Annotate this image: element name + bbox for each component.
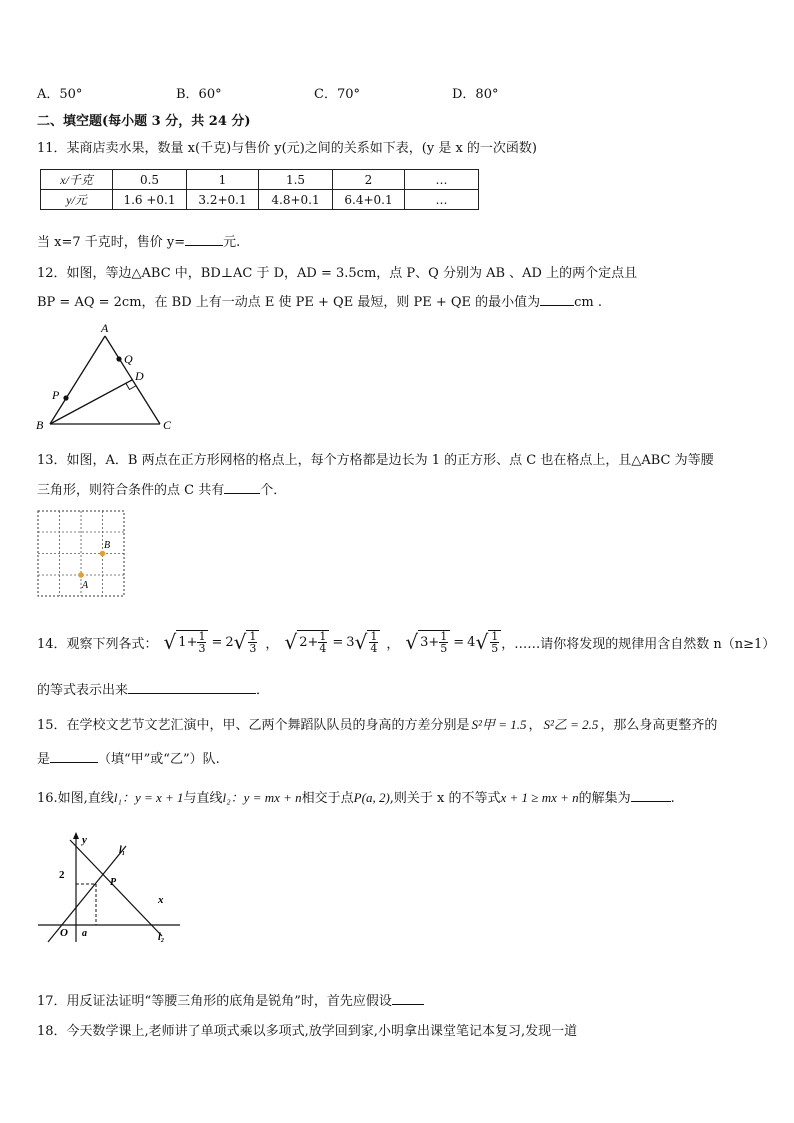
q15-text-b: ，那么身高更整齐的 (600, 718, 718, 733)
label-a: A (82, 580, 89, 591)
q12-triangle-figure (30, 318, 190, 436)
q14-prefix: 14．观察下列各式： (37, 636, 158, 652)
q14-line2-suffix: ． (256, 683, 270, 698)
q17-text: 17．用反证法证明“等腰三角形的底角是锐角”时，首先应假设 (37, 994, 392, 1009)
label-b: B (36, 418, 44, 432)
q15-variance-jia: S²甲 = 1.5 (471, 717, 527, 732)
q14-expr-2: √ 2+ $\frac{1}{4}$ = 3 √ $\frac{1}{4}$ (284, 630, 380, 654)
frac-num: 1 (319, 630, 327, 643)
label-d: D (135, 369, 144, 383)
table-cell: 6.4+0.1 (333, 190, 405, 210)
frac-den: 3 (198, 642, 206, 655)
radicand-int: 2 (299, 635, 308, 650)
q14-line2-text: 的等式表示出来 (37, 683, 129, 698)
table-cell: 1 (187, 170, 259, 190)
radicand-int: 3 (420, 635, 429, 650)
coefficient: 4 (467, 634, 476, 650)
q11-answer-suffix: 元. (223, 235, 241, 250)
label-p: P (52, 388, 60, 402)
table-cell: 3.2+0.1 (187, 190, 259, 210)
q14-line1: 14．观察下列各式： √ 1+ $\frac{1}{3}$ = 2 √ $\frac{1}{3}$ ， √ 2+ $\frac{1}{4}$ = 3 √ $\frac{1}{4}$ ， √ 3+ $\frac{1}{5}$ = 4 √ $\frac{1}{5}$ ，……请你将发现的规律用含自然数 n（n≥1） (37, 630, 776, 655)
label-l2: l₂ (158, 932, 165, 943)
q15-line2 (37, 748, 220, 767)
side-ab (50, 336, 105, 424)
q11-value-table (40, 169, 479, 210)
table-cell: 1.5 (259, 170, 333, 190)
label-l1: l₁ (119, 845, 126, 856)
q12-line2-suffix: cm . (574, 295, 603, 310)
label-c: C (163, 418, 172, 432)
q12-line2-text: BP = AQ = 2cm，在 BD 上有一动点 E 使 PE + QE 最短，则 PE + QE 的最小值为 (37, 295, 541, 310)
line-l2 (70, 840, 162, 936)
table-row (41, 170, 479, 190)
q16-text-c: 相交于点 (301, 791, 354, 806)
label-a: a (82, 928, 87, 939)
label-p: P (110, 877, 117, 888)
q16-graph-figure (34, 830, 184, 948)
frac-den: 4 (319, 642, 327, 655)
q11-text: 11．某商店卖水果，数量 x(千克)与售价 y(元)之间的关系如下表，(y 是 x 的一次函数) (37, 141, 537, 156)
q12-line2 (37, 291, 602, 310)
q17-line (37, 990, 424, 1009)
q13-grid-figure (36, 509, 128, 599)
frac-den: 5 (440, 642, 448, 655)
q13-line1: 13．如图，A．B 两点在正方形网格的格点上，每个方格都是边长为 1 的正方形、点 C 也在格点上，且△ABC 为等腰 (37, 453, 714, 468)
q14-expr-3: √ 3+ $\frac{1}{5}$ = 4 √ $\frac{1}{5}$ (405, 630, 501, 654)
table-cell: 2 (333, 170, 405, 190)
point-a (78, 572, 84, 578)
label-y: y (82, 834, 87, 846)
q14-suffix: ，……请你将发现的规律用含自然数 n（n≥1） (501, 636, 776, 652)
table-cell: … (405, 190, 479, 210)
answer-blank[interactable] (224, 481, 260, 494)
frac-num: 1 (370, 630, 378, 643)
q16-point: P(a, 2) (353, 790, 390, 805)
q16-inequality: x + 1 ≥ mx + n (500, 790, 579, 805)
q15-line2-b: （填“甲”或“乙”）队. (98, 752, 220, 767)
label-a: A (101, 321, 109, 335)
table-cell: 4.8+0.1 (259, 190, 333, 210)
frac-num: 1 (491, 630, 499, 643)
label-b: B (104, 540, 111, 551)
table-head-y: y/元 (41, 190, 113, 210)
q16-end: . (670, 791, 675, 806)
option-d: D．80° (452, 87, 499, 102)
point-q (116, 356, 121, 361)
label-q: Q (124, 352, 133, 366)
right-angle-mark (126, 384, 136, 390)
option-c: C．70° (314, 87, 360, 102)
segment-bd (50, 380, 132, 424)
answer-blank[interactable] (540, 293, 574, 306)
q11-answer-prefix: 当 x=7 千克时，售价 y= (37, 235, 186, 250)
y-axis-arrow (73, 832, 79, 839)
q16-text-a: 16.如图,直线 (37, 791, 114, 806)
frac-num: 1 (198, 630, 206, 643)
answer-blank[interactable] (185, 233, 223, 246)
q11-answer-line (37, 231, 240, 250)
q12-line1: 12．如图，等边△ABC 中，BD⊥AC 于 D，AD = 3.5cm，点 P、Q 分别为 AB 、AD 上的两个定点且 (37, 266, 638, 281)
table-head-x: x/千克 (41, 170, 113, 190)
frac-num: 1 (440, 630, 448, 643)
radicand-int: 1 (178, 635, 187, 650)
q15-line2-a: 是 (37, 752, 51, 767)
answer-blank[interactable] (392, 992, 424, 1005)
answer-blank[interactable] (50, 750, 98, 763)
table-cell: 1.6 +0.1 (113, 190, 187, 210)
q15-variance-yi: S²乙 = 2.5 (543, 717, 599, 732)
section-heading: 二、填空题(每小题 3 分，共 24 分) (37, 114, 251, 129)
q15-text-a: 15．在学校文艺节文艺汇演中，甲、乙两个舞蹈队队员的身高的方差分别是 (37, 718, 470, 733)
q16-text-e: 的解集为 (578, 791, 631, 806)
q18-text: 18．今天数学课上,老师讲了单项式乘以多项式,放学回到家,小明拿出课堂笔记本复习,发现一道 (37, 1024, 578, 1039)
label-o: O (60, 927, 68, 939)
frac-num: 1 (249, 630, 257, 643)
q16-line-l1: l₁：y = x + 1 (113, 790, 184, 805)
label-x: x (158, 894, 164, 906)
table-cell: … (405, 170, 479, 190)
option-b: B．60° (176, 87, 222, 102)
q16-text-b: 与直线 (183, 791, 223, 806)
answer-blank[interactable] (631, 789, 671, 802)
side-ac (105, 336, 160, 424)
option-a: A．50° (37, 87, 83, 102)
frac-den: 5 (491, 642, 499, 655)
point-b (100, 551, 106, 557)
grid-lines (38, 511, 124, 596)
q16-text-d: ,则关于 x 的不等式 (389, 791, 501, 806)
point-p (63, 395, 68, 400)
q14-line2 (37, 679, 269, 698)
frac-den: 3 (249, 642, 257, 655)
coefficient: 2 (225, 634, 234, 650)
frac-den: 4 (370, 642, 378, 655)
q16-line (37, 787, 675, 806)
answer-blank[interactable] (128, 681, 256, 694)
table-row (41, 190, 479, 210)
table-cell: 0.5 (113, 170, 187, 190)
q15-line1: 15．在学校文艺节文艺汇演中，甲、乙两个舞蹈队队员的身高的方差分别是 S²甲 = 1.5 ， S²乙 = 2.5 ，那么身高更整齐的 (37, 717, 718, 733)
q13-line2 (37, 479, 286, 498)
label-2: 2 (59, 869, 65, 881)
q13-line2-suffix: 个． (260, 483, 287, 498)
q16-line-l2: l₂：y = mx + n (222, 790, 302, 805)
coefficient: 3 (346, 634, 355, 650)
q14-expr-1: √ 1+ $\frac{1}{3}$ = 2 √ $\frac{1}{3}$ (164, 630, 260, 654)
q13-line2-text: 三角形，则符合条件的点 C 共有 (37, 483, 225, 498)
